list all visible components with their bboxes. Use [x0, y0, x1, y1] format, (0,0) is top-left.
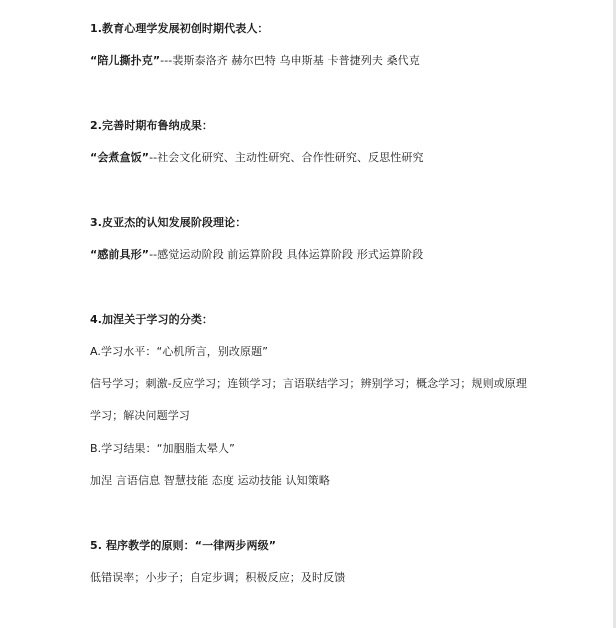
section-2-heading: 2.完善时期布鲁纳成果：: [90, 119, 214, 132]
section-3-heading: 3.皮亚杰的认知发展阶段理论：: [90, 216, 247, 229]
section-5-content: 低错误率；小步子；自定步调；积极反应；及时反馈: [90, 571, 346, 584]
section-4-line-a: A.学习水平：“心机所言，别改原题”: [90, 345, 269, 358]
section-2-mnemonic: “会煮盒饭”: [90, 151, 150, 164]
section-2-body: [90, 151, 424, 165]
section-5-heading: 5. 程序教学的原则：“一律两步两级”: [90, 539, 277, 552]
section-3-body: [90, 248, 423, 262]
section-4-line-a-detail-2: 学习；解决问题学习: [90, 409, 190, 422]
section-3-mnemonic: “感前具形”: [90, 248, 150, 261]
section-1-mnemonic: “陪儿撕扑克”: [90, 54, 161, 67]
section-2-content: --社会文化研究、主动性研究、合作性研究、反思性研究: [149, 151, 424, 164]
section-1-content: ---裴斯泰洛齐 赫尔巴特 乌申斯基 卡普捷列夫 桑代克: [160, 54, 420, 67]
section-4-line-a-detail-1: 信号学习；刺激-反应学习；连锁学习；言语联结学习；辨别学习；概念学习；规则或原理: [90, 377, 527, 390]
section-1-heading: 1.教育心理学发展初创时期代表人：: [90, 22, 269, 35]
section-3-content: --感觉运动阶段 前运算阶段 具体运算阶段 形式运算阶段: [149, 248, 424, 261]
section-4-line-b-detail: 加涅 言语信息 智慧技能 态度 运动技能 认知策略: [90, 474, 330, 487]
section-4-line-b: B.学习结果：“加胭脂太晕人”: [90, 442, 235, 455]
section-1-body: [90, 54, 420, 68]
section-4-heading: 4.加涅关于学习的分类：: [90, 313, 214, 326]
